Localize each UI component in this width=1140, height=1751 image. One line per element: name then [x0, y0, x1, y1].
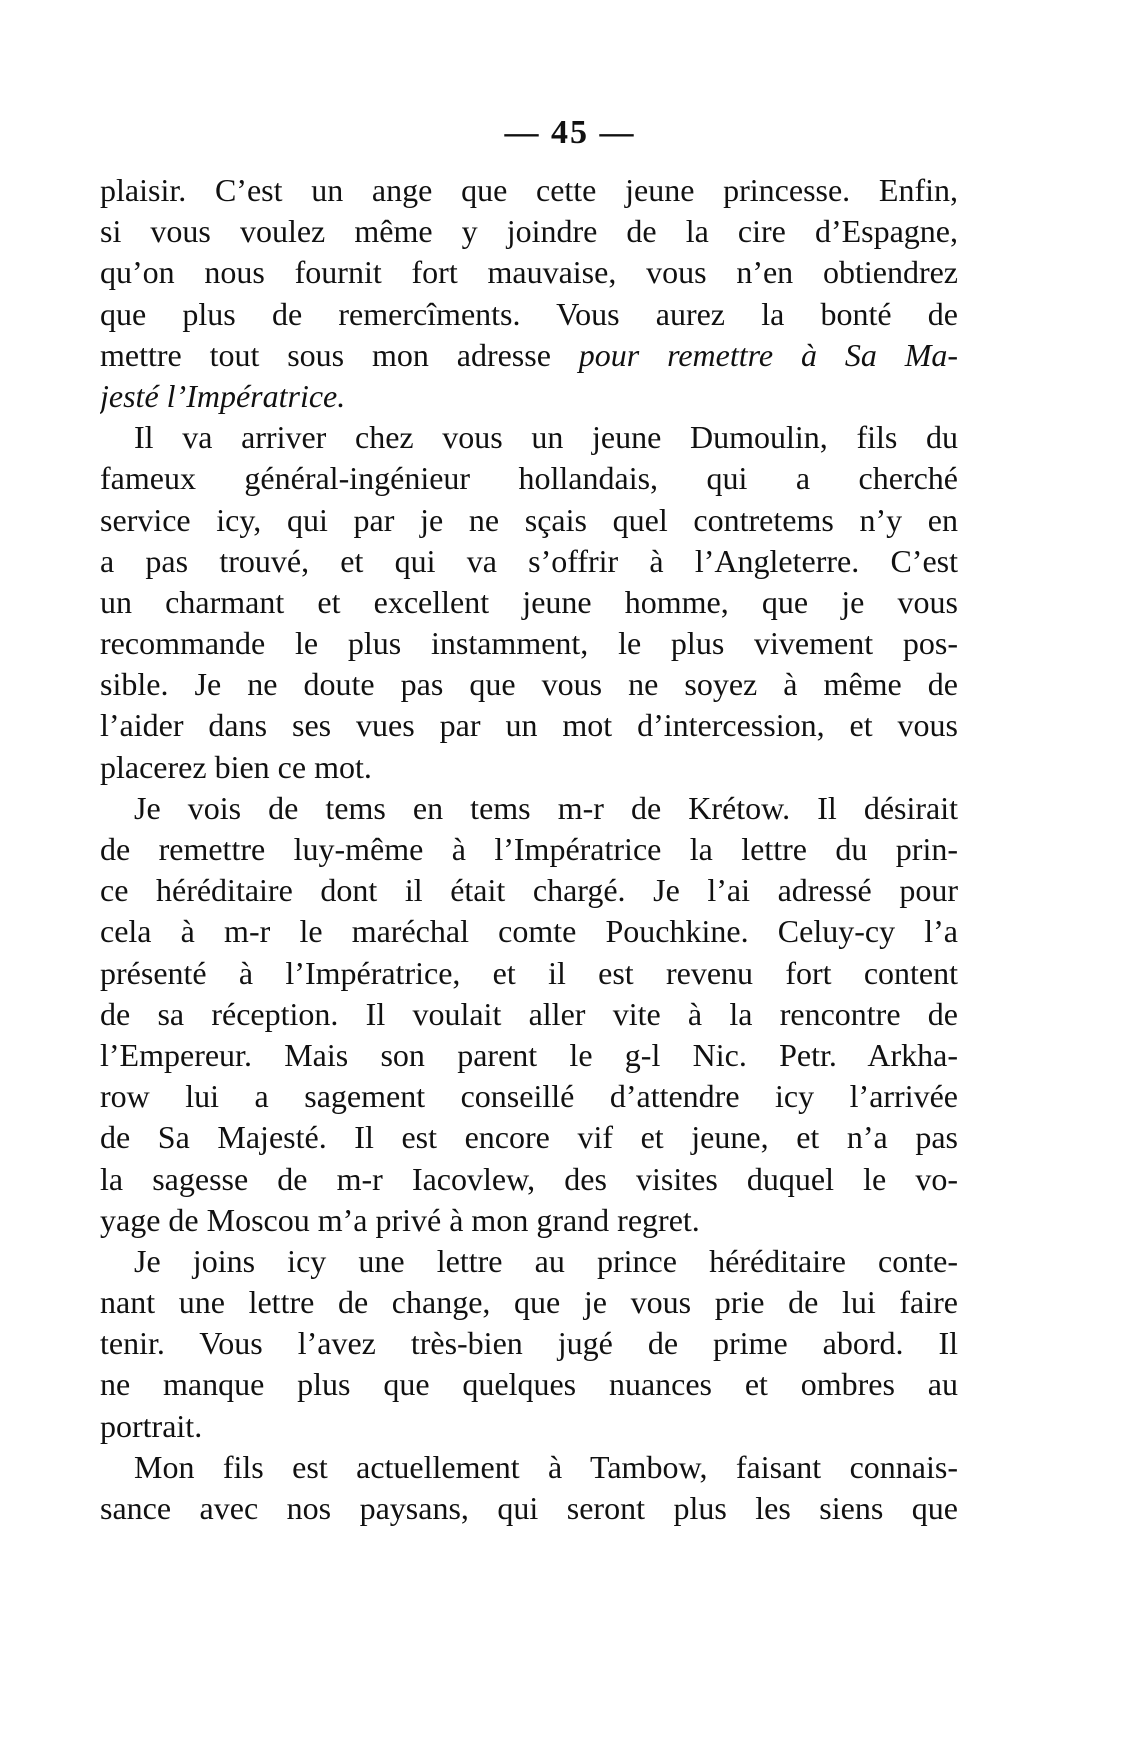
text-line [100, 170, 958, 211]
text-line [100, 1117, 958, 1158]
text-line-content: sible. Je ne doute pas que vous ne soyez à même de [100, 666, 958, 703]
text-line-content: placerez bien ce mot. [100, 748, 372, 785]
text-line [100, 664, 958, 705]
text-line-content: row lui a sagement conseillé d’attendre icy l’arrivée [100, 1078, 958, 1115]
text-line-content: sance avec nos paysans, qui seront plus les siens que [100, 1490, 958, 1526]
text-line-content: service icy, qui par je ne sçais quel contretems n’y en [100, 501, 958, 538]
text-line [100, 1406, 958, 1447]
text-line-content: de remettre luy-même à l’Impératrice la lettre du prin- [100, 831, 958, 867]
text-line [100, 788, 958, 829]
text-line [100, 1282, 958, 1323]
text-line [100, 335, 958, 376]
text-line [100, 1488, 958, 1529]
text-line [100, 376, 958, 417]
text-line [100, 1323, 958, 1364]
text-line-content: a pas trouvé, et qui va s’offrir à l’Angleterre. C’est [100, 542, 958, 579]
body-text [100, 170, 958, 1529]
text-line-content: ne manque plus que quelques nuances et ombres au [100, 1366, 958, 1403]
text-line [100, 747, 958, 788]
text-line [100, 458, 958, 499]
text-line-content: de sa réception. Il voulait aller vite à la rencontre de [100, 995, 958, 1032]
text-line [100, 870, 958, 911]
text-line-content: la sagesse de m-r Iacovlew, des visites duquel le vo- [100, 1160, 958, 1197]
text-line-content: si vous voulez même y joindre de la cire d’Espagne, [100, 213, 958, 250]
text-line-content: nant une lettre de change, que je vous prie de lui faire [100, 1284, 958, 1321]
text-line-content: Mon fils est actuellement à Tambow, faisant connais- [134, 1448, 958, 1485]
text-line-content: Il va arriver chez vous un jeune Dumoulin, fils du [134, 419, 958, 456]
text-line [100, 1200, 958, 1241]
page-number: — 45 — [504, 114, 636, 151]
text-line [100, 294, 958, 335]
text-line [100, 541, 958, 582]
text-line [100, 1159, 958, 1200]
text-line-content: qu’on nous fournit fort mauvaise, vous n’en obtiendrez [100, 254, 958, 291]
text-line [100, 1076, 958, 1117]
text-line [100, 1035, 958, 1076]
text-line [100, 1447, 958, 1488]
text-line-content: de Sa Majesté. Il est encore vif et jeune, et n’a pas [100, 1119, 958, 1156]
text-line [100, 705, 958, 746]
text-line-content: Je joins icy une lettre au prince héréditaire conte- [134, 1242, 958, 1279]
text-line-content: l’Empereur. Mais son parent le g-l Nic. Petr. Arkha- [100, 1036, 958, 1073]
text-line [100, 252, 958, 293]
text-line [100, 211, 958, 252]
text-line-content: recommande le plus instamment, le plus vivement pos- [100, 625, 958, 662]
text-line-content: yage de Moscou m’a privé à mon grand regret. [100, 1201, 700, 1238]
text-line-content: ce héréditaire dont il était chargé. Je l’ai adressé pour [100, 872, 958, 909]
text-line [100, 1364, 958, 1405]
text-line [100, 829, 958, 870]
text-line-content: tenir. Vous l’avez très-bien jugé de prime abord. Il [100, 1325, 958, 1362]
text-line-content: plaisir. C’est un ange que cette jeune princesse. Enfin, [100, 172, 958, 208]
text-line-content: que plus de remercîments. Vous aurez la bonté de [100, 295, 958, 332]
text-line [100, 1241, 958, 1282]
text-line [100, 623, 958, 664]
text-line [100, 911, 958, 952]
text-line-content: fameux général-ingénieur hollandais, qui a cherché [100, 460, 958, 497]
text-line [100, 582, 958, 623]
text-line [100, 417, 958, 458]
text-line-content: portrait. [100, 1407, 203, 1444]
italic-text: jesté l’Impératrice. [100, 377, 346, 414]
text-line-content: présenté à l’Impératrice, et il est revenu fort content [100, 954, 958, 991]
text-line [100, 500, 958, 541]
text-line-content: un charmant et excellent jeune homme, que je vous [100, 583, 958, 620]
text-line [100, 994, 958, 1035]
text-line-content: l’aider dans ses vues par un mot d’intercession, et vous [100, 707, 958, 744]
text-line [100, 953, 958, 994]
text-line-content: Je vois de tems en tems m-r de Krétow. Il désirait [134, 789, 958, 826]
text-line-content: mettre tout sous mon adresse [100, 336, 551, 373]
italic-text: pour remettre à Sa Ma- [578, 336, 958, 373]
text-line-content: cela à m-r le maréchal comte Pouchkine. Celuy-cy l’a [100, 913, 958, 950]
